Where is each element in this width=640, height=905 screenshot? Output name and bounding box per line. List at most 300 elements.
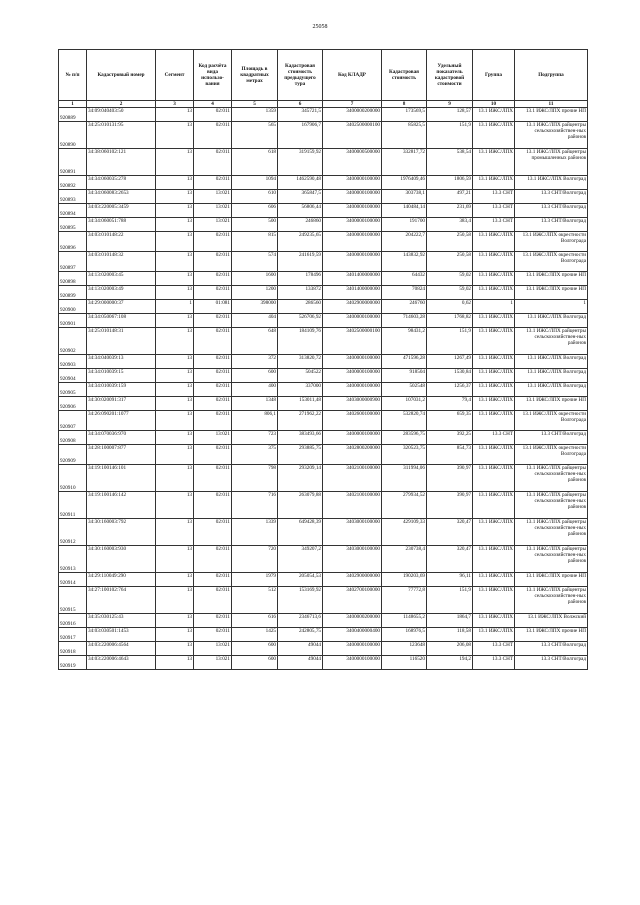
- table-row: [59, 149, 588, 176]
- segment-cell: 13: [156, 445, 194, 465]
- usage-code-cell: 02:011: [194, 122, 232, 149]
- usage-code-cell: 13:021: [194, 656, 232, 670]
- subgroup-cell: 13.1 ИЖС/ЛПХ Волгоград: [515, 369, 588, 383]
- unit-value-cell: 231,69: [427, 204, 473, 218]
- area-cell: 600: [232, 656, 278, 670]
- area-cell: 1348: [232, 397, 278, 411]
- group-cell: 13.3 СНТ: [473, 204, 515, 218]
- usage-code-cell: 01:081: [194, 300, 232, 314]
- segment-cell: 13: [156, 190, 194, 204]
- unit-value-cell: 1768,82: [427, 314, 473, 328]
- group-cell: 13.1 ИЖС/ЛПХ: [473, 286, 515, 300]
- kladr-code-cell: 3400000100000: [323, 431, 382, 445]
- unit-value-cell: 206,08: [427, 642, 473, 656]
- table-row: [59, 176, 588, 190]
- subgroup-cell: 13.1 ИЖС/ЛПХ Волжский: [515, 614, 588, 628]
- kladr-code-cell: 3400000100000: [323, 176, 382, 190]
- segment-cell: 1: [156, 300, 194, 314]
- unit-value-cell: 497,21: [427, 190, 473, 204]
- segment-cell: 13: [156, 465, 194, 492]
- cadastral-value-cell: 143832,92: [382, 252, 427, 272]
- area-cell: 600: [232, 369, 278, 383]
- cadastral-number-cell: 34:19:100146:101: [87, 465, 156, 492]
- row-number-cell: 920913: [59, 546, 87, 573]
- table-row: [59, 397, 588, 411]
- kladr-code-cell: 3402900000000: [323, 300, 382, 314]
- row-number-cell: 920897: [59, 252, 87, 272]
- cadastral-number-cell: 34:34:010039:15: [87, 369, 156, 383]
- subgroup-cell: 1: [515, 300, 588, 314]
- row-number-cell: 920898: [59, 272, 87, 286]
- column-number: 9: [427, 101, 473, 108]
- cadastral-number-cell: 34:29:110049:290: [87, 573, 156, 587]
- previous-value-cell: 286560: [278, 300, 323, 314]
- row-number-cell: 920900: [59, 300, 87, 314]
- group-cell: 13.3 СНТ: [473, 642, 515, 656]
- area-cell: 610: [232, 190, 278, 204]
- subgroup-cell: 13.1 ИЖС/ЛПХ райцентры сельскохозяйствен-ных районов: [515, 122, 588, 149]
- row-number-cell: 920915: [59, 587, 87, 614]
- previous-value-cell: 49044: [278, 656, 323, 670]
- cadastral-value-cell: 320523,75: [382, 445, 427, 465]
- subgroup-cell: 13.3 СНТ/Волгоград: [515, 656, 588, 670]
- usage-code-cell: 02:011: [194, 519, 232, 546]
- previous-value-cell: 313820,72: [278, 355, 323, 369]
- column-number: 6: [278, 101, 323, 108]
- page-number: 25058: [312, 24, 328, 30]
- unit-value-cell: 118,58: [427, 628, 473, 642]
- kladr-code-cell: 3401400000000: [323, 286, 382, 300]
- usage-code-cell: 13:021: [194, 431, 232, 445]
- unit-value-cell: 854,73: [427, 445, 473, 465]
- usage-code-cell: 02:011: [194, 492, 232, 519]
- usage-code-cell: 02:011: [194, 108, 232, 122]
- column-header: Площадь в квадратных метрах: [232, 50, 278, 101]
- row-number-cell: 920893: [59, 190, 87, 204]
- kladr-code-cell: 3402500000100: [323, 328, 382, 355]
- segment-cell: 13: [156, 411, 194, 431]
- column-number: 10: [473, 101, 515, 108]
- usage-code-cell: 02:011: [194, 587, 232, 614]
- previous-value-cell: 383493,66: [278, 431, 323, 445]
- table-row: [59, 272, 588, 286]
- cadastral-value-cell: 1148655,2: [382, 614, 427, 628]
- group-cell: 13.1 ИЖС/ЛПХ: [473, 573, 515, 587]
- segment-cell: 13: [156, 383, 194, 397]
- previous-value-cell: 153011,48: [278, 397, 323, 411]
- cadastral-number-cell: 34:03:220006:4564: [87, 642, 156, 656]
- area-cell: 565: [232, 122, 278, 149]
- subgroup-cell: 13.1 ИЖС/ЛПХ райцентры сельскохозяйствен-ных районов: [515, 587, 588, 614]
- usage-code-cell: 02:011: [194, 465, 232, 492]
- area-cell: 798: [232, 465, 278, 492]
- segment-cell: 13: [156, 232, 194, 252]
- row-number-cell: 920907: [59, 411, 87, 431]
- segment-cell: 13: [156, 355, 194, 369]
- previous-value-cell: 263079,88: [278, 492, 323, 519]
- unit-value-cell: 392,25: [427, 431, 473, 445]
- usage-code-cell: 02:011: [194, 546, 232, 573]
- area-cell: 618: [232, 149, 278, 176]
- table-row: [59, 573, 588, 587]
- usage-code-cell: 02:011: [194, 573, 232, 587]
- cadastral-number-cell: 34:34:070036:970: [87, 431, 156, 445]
- cadastral-value-cell: 311994,06: [382, 465, 427, 492]
- area-cell: 1359: [232, 108, 278, 122]
- kladr-code-cell: 3402800200000: [323, 445, 382, 465]
- table-row: [59, 614, 588, 628]
- group-cell: 13.1 ИЖС/ЛПХ: [473, 176, 515, 190]
- previous-value-cell: 205054,53: [278, 573, 323, 587]
- unit-value-cell: 1256,37: [427, 383, 473, 397]
- row-number-cell: 920906: [59, 397, 87, 411]
- previous-value-cell: 56806,44: [278, 204, 323, 218]
- group-cell: 13.1 ИЖС/ЛПХ: [473, 383, 515, 397]
- area-cell: 375: [232, 445, 278, 465]
- row-number-cell: 920918: [59, 642, 87, 656]
- area-cell: 512: [232, 587, 278, 614]
- column-number-row: [59, 101, 588, 108]
- group-cell: 13.1 ИЖС/ЛПХ: [473, 122, 515, 149]
- area-cell: 400: [232, 383, 278, 397]
- unit-value-cell: 151,9: [427, 328, 473, 355]
- subgroup-cell: 13.1 ИЖС/ЛПХ прочие НП: [515, 397, 588, 411]
- cadastral-value-cell: 190203,69: [382, 573, 427, 587]
- cadastral-value-cell: 123648: [382, 642, 427, 656]
- cadastral-value-cell: 332817,72: [382, 149, 427, 176]
- table-row: [59, 492, 588, 519]
- group-cell: 13.1 ИЖС/ЛПХ: [473, 328, 515, 355]
- subgroup-cell: 13.1 ИЖС/ЛПХ прочие НП: [515, 573, 588, 587]
- area-cell: 600: [232, 642, 278, 656]
- cadastral-value-cell: 70824: [382, 286, 427, 300]
- usage-code-cell: 02:011: [194, 397, 232, 411]
- cadastral-number-cell: 34:27:100102:764: [87, 587, 156, 614]
- segment-cell: 13: [156, 656, 194, 670]
- cadastral-number-cell: 34:13:020003:45: [87, 272, 156, 286]
- kladr-code-cell: 3400000100000: [323, 190, 382, 204]
- segment-cell: 13: [156, 573, 194, 587]
- cadastral-value-cell: 714603,28: [382, 314, 427, 328]
- previous-value-cell: 526706,92: [278, 314, 323, 328]
- column-number: 7: [323, 101, 382, 108]
- subgroup-cell: 13.1 ИЖС/ЛПХ райцентры сельскохозяйствен-ных районов: [515, 519, 588, 546]
- cadastral-value-cell: 191700: [382, 218, 427, 232]
- usage-code-cell: 02:011: [194, 328, 232, 355]
- row-number-cell: 920892: [59, 176, 87, 190]
- group-cell: 13.1 ИЖС/ЛПХ: [473, 519, 515, 546]
- cadastral-number-cell: 34:34:060035:278: [87, 176, 156, 190]
- row-number-cell: 920890: [59, 122, 87, 149]
- group-cell: 13.1 ИЖС/ЛПХ: [473, 355, 515, 369]
- previous-value-cell: 365847,5: [278, 190, 323, 204]
- cadastral-number-cell: 34:09:040403:50: [87, 108, 156, 122]
- unit-value-cell: 383,4: [427, 218, 473, 232]
- cadastral-number-cell: 34:29:000000:37: [87, 300, 156, 314]
- group-cell: 13.1 ИЖС/ЛПХ: [473, 614, 515, 628]
- previous-value-cell: 504522: [278, 369, 323, 383]
- subgroup-cell: 13.1 ИЖС/ЛПХ окрестности Волгограда: [515, 252, 588, 272]
- row-number-cell: 920904: [59, 369, 87, 383]
- segment-cell: 13: [156, 218, 194, 232]
- cadastral-value-cell: 230738,4: [382, 546, 427, 573]
- row-number-cell: 920910: [59, 465, 87, 492]
- kladr-code-cell: 3402100100000: [323, 465, 382, 492]
- area-cell: 1094: [232, 176, 278, 190]
- cadastral-number-cell: 34:25:010148:31: [87, 328, 156, 355]
- group-cell: 13.1 ИЖС/ЛПХ: [473, 628, 515, 642]
- table-row: [59, 314, 588, 328]
- cadastral-number-cell: 34:30:160003:930: [87, 546, 156, 573]
- kladr-code-cell: 3400000100000: [323, 642, 382, 656]
- cadastral-value-cell: 85825,5: [382, 122, 427, 149]
- kladr-code-cell: 3400000100000: [323, 204, 382, 218]
- previous-value-cell: 167906,7: [278, 122, 323, 149]
- group-cell: 13.3 СНТ: [473, 656, 515, 670]
- unit-value-cell: 250,58: [427, 232, 473, 252]
- cadastral-number-cell: 34:03:010148:32: [87, 252, 156, 272]
- column-header: Кадастровая стоимость предыдущего тура: [278, 50, 323, 101]
- subgroup-cell: 13.3 СНТ/Волгоград: [515, 190, 588, 204]
- table-row: [59, 232, 588, 252]
- group-cell: 13.1 ИЖС/ЛПХ: [473, 465, 515, 492]
- segment-cell: 13: [156, 122, 194, 149]
- area-cell: 1339: [232, 519, 278, 546]
- usage-code-cell: 02:011: [194, 272, 232, 286]
- segment-cell: 13: [156, 176, 194, 190]
- area-cell: 1979: [232, 573, 278, 587]
- column-header: Кадастровая стоимость: [382, 50, 427, 101]
- cadastral-number-cell: 34:28:100007:877: [87, 445, 156, 465]
- usage-code-cell: 02:011: [194, 149, 232, 176]
- subgroup-cell: 13.1 ИЖС/ЛПХ окрестности Волгограда: [515, 232, 588, 252]
- table-row: [59, 642, 588, 656]
- usage-code-cell: 02:011: [194, 252, 232, 272]
- cadastral-value-cell: 173569,5: [382, 108, 427, 122]
- cadastral-number-cell: 34:34:060083:2653: [87, 190, 156, 204]
- previous-value-cell: 153169,92: [278, 587, 323, 614]
- unit-value-cell: 1864,7: [427, 614, 473, 628]
- table-row: [59, 445, 588, 465]
- kladr-code-cell: 3400000100000: [323, 355, 382, 369]
- area-cell: 723: [232, 431, 278, 445]
- segment-cell: 13: [156, 614, 194, 628]
- previous-value-cell: 293885,75: [278, 445, 323, 465]
- subgroup-cell: 13.1 ИЖС/ЛПХ райцентры сельскохозяйствен-ных районов: [515, 465, 588, 492]
- usage-code-cell: 13:021: [194, 190, 232, 204]
- subgroup-cell: 13.3 СНТ/Волгоград: [515, 431, 588, 445]
- segment-cell: 13: [156, 397, 194, 411]
- cadastral-value-cell: 168976,5: [382, 628, 427, 642]
- table-row: [59, 411, 588, 431]
- previous-value-cell: 49044: [278, 642, 323, 656]
- cadastral-value-cell: 64432: [382, 272, 427, 286]
- table-row: [59, 587, 588, 614]
- cadastral-value-cell: 283596,75: [382, 431, 427, 445]
- cadastral-value-cell: 279934,52: [382, 492, 427, 519]
- cadastral-number-cell: 34:30:020091:317: [87, 397, 156, 411]
- cadastral-number-cell: 34:30:160003:792: [87, 519, 156, 546]
- group-cell: 13.3 СНТ: [473, 218, 515, 232]
- subgroup-cell: 13.1 ИЖС/ЛПХ прочие НП: [515, 628, 588, 642]
- unit-value-cell: 390,97: [427, 465, 473, 492]
- usage-code-cell: 02:011: [194, 369, 232, 383]
- area-cell: 1425: [232, 628, 278, 642]
- subgroup-cell: 13.1 ИЖС/ЛПХ окрестности Волгограда: [515, 445, 588, 465]
- column-header: Код расчёта вида использо-вания: [194, 50, 232, 101]
- previous-value-cell: 1462590,48: [278, 176, 323, 190]
- table-row: [59, 431, 588, 445]
- usage-code-cell: 13:021: [194, 642, 232, 656]
- table-row: [59, 519, 588, 546]
- group-cell: 13.1 ИЖС/ЛПХ: [473, 108, 515, 122]
- area-cell: 1200: [232, 286, 278, 300]
- table-row: [59, 656, 588, 670]
- kladr-code-cell: 3402100100000: [323, 492, 382, 519]
- row-number-cell: 920917: [59, 628, 87, 642]
- previous-value-cell: 242805,75: [278, 628, 323, 642]
- usage-code-cell: 02:011: [194, 383, 232, 397]
- usage-code-cell: 02:011: [194, 286, 232, 300]
- area-cell: 1600: [232, 272, 278, 286]
- column-number: 11: [515, 101, 588, 108]
- header-row: [59, 50, 588, 101]
- kladr-code-cell: 3400400000400: [323, 628, 382, 642]
- segment-cell: 13: [156, 272, 194, 286]
- subgroup-cell: 13.1 ИЖС/ЛПХ прочие НП: [515, 286, 588, 300]
- previous-value-cell: 293209,14: [278, 465, 323, 492]
- cadastral-number-cell: 34:34:060051:788: [87, 218, 156, 232]
- segment-cell: 13: [156, 369, 194, 383]
- cadastral-value-cell: 204222,7: [382, 232, 427, 252]
- subgroup-cell: 13.1 ИЖС/ЛПХ Волгоград: [515, 383, 588, 397]
- usage-code-cell: 02:011: [194, 314, 232, 328]
- previous-value-cell: 246860: [278, 218, 323, 232]
- row-number-cell: 920911: [59, 492, 87, 519]
- group-cell: 13.3 СНТ: [473, 431, 515, 445]
- table-row: [59, 383, 588, 397]
- kladr-code-cell: 3400000200000: [323, 108, 382, 122]
- row-number-cell: 920899: [59, 286, 87, 300]
- group-cell: 13.1 ИЖС/ЛПХ: [473, 492, 515, 519]
- row-number-cell: 920889: [59, 108, 87, 122]
- usage-code-cell: 02:011: [194, 176, 232, 190]
- column-number: 1: [59, 101, 87, 108]
- row-number-cell: 920909: [59, 445, 87, 465]
- row-number-cell: 920916: [59, 614, 87, 628]
- group-cell: 13.1 ИЖС/ЛПХ: [473, 397, 515, 411]
- cadastral-value-cell: 471596,28: [382, 355, 427, 369]
- area-cell: 648: [232, 328, 278, 355]
- group-cell: 13.1 ИЖС/ЛПХ: [473, 314, 515, 328]
- column-header: Код КЛАДР: [323, 50, 382, 101]
- group-cell: 13.1 ИЖС/ЛПХ: [473, 587, 515, 614]
- group-cell: 13.1 ИЖС/ЛПХ: [473, 149, 515, 176]
- column-number: 8: [382, 101, 427, 108]
- table-row: [59, 286, 588, 300]
- previous-value-cell: 133872: [278, 286, 323, 300]
- column-number: 5: [232, 101, 278, 108]
- cadastral-number-cell: 34:25:010131:95: [87, 122, 156, 149]
- column-header: Группа: [473, 50, 515, 101]
- usage-code-cell: 02:011: [194, 628, 232, 642]
- kladr-code-cell: 3402700100000: [323, 587, 382, 614]
- segment-cell: 13: [156, 108, 194, 122]
- subgroup-cell: 13.1 ИЖС/ЛПХ Волгоград: [515, 314, 588, 328]
- unit-value-cell: 0,62: [427, 300, 473, 314]
- group-cell: 13.1 ИЖС/ЛПХ: [473, 252, 515, 272]
- table-row: [59, 190, 588, 204]
- usage-code-cell: 02:011: [194, 445, 232, 465]
- area-cell: 806,1: [232, 411, 278, 431]
- group-cell: 13.1 ИЖС/ЛПХ: [473, 369, 515, 383]
- unit-value-cell: 151,9: [427, 122, 473, 149]
- kladr-code-cell: 3400000500000: [323, 149, 382, 176]
- cadastral-number-cell: 34:34:040039:13: [87, 355, 156, 369]
- unit-value-cell: 96,11: [427, 573, 473, 587]
- group-cell: 13.1 ИЖС/ЛПХ: [473, 445, 515, 465]
- group-cell: 13.1 ИЖС/ЛПХ: [473, 232, 515, 252]
- previous-value-cell: 345721,5: [278, 108, 323, 122]
- subgroup-cell: 13.1 ИЖС/ЛПХ окрестности Волгограда: [515, 411, 588, 431]
- row-number-cell: 920902: [59, 328, 87, 355]
- table-row: [59, 252, 588, 272]
- area-cell: 716: [232, 492, 278, 519]
- segment-cell: 13: [156, 628, 194, 642]
- segment-cell: 13: [156, 587, 194, 614]
- kladr-code-cell: 3400000100000: [323, 383, 382, 397]
- row-number-cell: 920901: [59, 314, 87, 328]
- row-number-cell: 920896: [59, 232, 87, 252]
- cadastral-value-cell: 246760: [382, 300, 427, 314]
- cadastral-value-cell: 140484,14: [382, 204, 427, 218]
- cadastral-number-cell: 34:03:010148:22: [87, 232, 156, 252]
- subgroup-cell: 13.1 ИЖС/ЛПХ прочие НП: [515, 108, 588, 122]
- table-row: [59, 300, 588, 314]
- subgroup-cell: 13.1 ИЖС/ЛПХ райцентры сельскохозяйствен-ных районов: [515, 492, 588, 519]
- kladr-code-cell: 3403000100000: [323, 546, 382, 573]
- unit-value-cell: 151,9: [427, 587, 473, 614]
- segment-cell: 13: [156, 492, 194, 519]
- cadastral-number-cell: 34:03:030501:1453: [87, 628, 156, 642]
- cadastral-value-cell: 77772,8: [382, 587, 427, 614]
- column-number: 3: [156, 101, 194, 108]
- segment-cell: 13: [156, 642, 194, 656]
- row-number-cell: 920912: [59, 519, 87, 546]
- cadastral-value-cell: 918504: [382, 369, 427, 383]
- unit-value-cell: 79,4: [427, 397, 473, 411]
- cadastral-value-cell: 502548: [382, 383, 427, 397]
- segment-cell: 13: [156, 431, 194, 445]
- cadastral-number-cell: 34:03:220005:3459: [87, 204, 156, 218]
- unit-value-cell: 59,02: [427, 286, 473, 300]
- usage-code-cell: 13:021: [194, 204, 232, 218]
- cadastral-value-cell: 429109,33: [382, 519, 427, 546]
- row-number-cell: 920903: [59, 355, 87, 369]
- segment-cell: 13: [156, 204, 194, 218]
- previous-value-cell: 649428,39: [278, 519, 323, 546]
- unit-value-cell: 128,57: [427, 108, 473, 122]
- table-row: [59, 218, 588, 232]
- subgroup-cell: 13.1 ИЖС/ЛПХ райцентры сельскохозяйствен-ных районов: [515, 328, 588, 355]
- kladr-code-cell: 3403000000900: [323, 397, 382, 411]
- unit-value-cell: 59,02: [427, 272, 473, 286]
- cadastral-value-cell: 303738,1: [382, 190, 427, 204]
- unit-value-cell: 538,54: [427, 149, 473, 176]
- usage-code-cell: 02:011: [194, 411, 232, 431]
- table-row: [59, 369, 588, 383]
- cadastral-number-cell: 34:03:220006:4643: [87, 656, 156, 670]
